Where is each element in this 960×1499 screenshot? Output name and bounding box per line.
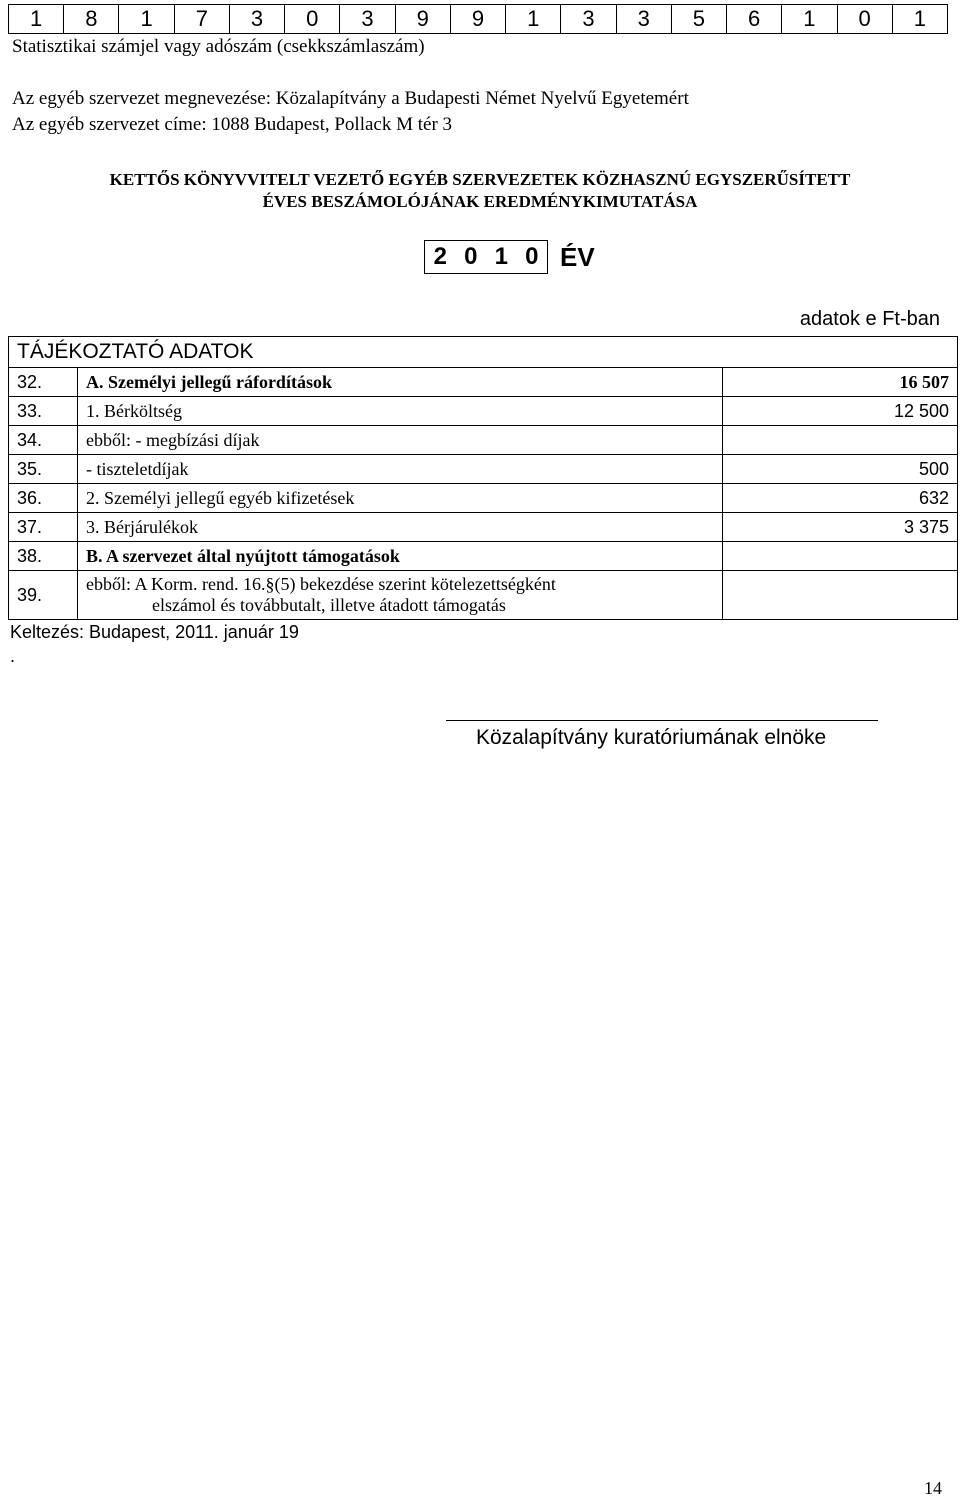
row-label: 1. Bérköltség (78, 397, 723, 426)
tax-digit: 3 (561, 5, 616, 33)
tax-digit: 8 (64, 5, 119, 33)
tax-digit: 3 (340, 5, 395, 33)
row-label-line2: elszámol és továbbutalt, illetve átadott támogatás (152, 595, 506, 615)
tax-digit: 5 (672, 5, 727, 33)
org-address: Az egyéb szervezet címe: 1088 Budapest, Pollack M tér 3 (12, 114, 453, 135)
table-header-row (9, 337, 958, 368)
tax-digit: 7 (175, 5, 230, 33)
row-number: 32. (9, 368, 78, 397)
tax-number-label: Statisztikai számjel vagy adószám (csekkszámlaszám) (12, 36, 425, 57)
tax-digit: 1 (119, 5, 174, 33)
row-value: 12 500 (723, 397, 958, 426)
row-value: 16 507 (723, 368, 958, 397)
year-suffix: ÉV (560, 242, 595, 272)
table-row (9, 513, 958, 542)
page-number: 14 (924, 1478, 942, 1498)
info-table (8, 336, 958, 620)
row-number: 38. (9, 542, 78, 571)
year-digit: 1 (494, 243, 508, 270)
year-boxes (424, 240, 548, 274)
year-digit: 2 (433, 243, 447, 270)
section-title: TÁJÉKOZTATÓ ADATOK (9, 337, 958, 368)
year-digit: 0 (464, 243, 478, 270)
signature-caption: Közalapítvány kuratóriumának elnöke (476, 726, 827, 749)
table-row (9, 484, 958, 513)
tax-digit: 1 (506, 5, 561, 33)
row-value (723, 426, 958, 455)
table-row (9, 397, 958, 426)
row-value (723, 542, 958, 571)
row-number: 33. (9, 397, 78, 426)
report-title-line2: ÉVES BESZÁMOLÓJÁNAK EREDMÉNYKIMUTATÁSA (262, 192, 698, 211)
row-label: 3. Bérjárulékok (78, 513, 723, 542)
row-value: 500 (723, 455, 958, 484)
row-number: 39. (9, 571, 78, 620)
tax-digit: 0 (838, 5, 893, 33)
date-line: Keltezés: Budapest, 2011. január 19 (10, 622, 299, 642)
tax-digit: 0 (285, 5, 340, 33)
row-label: ebből: - megbízási díjak (78, 426, 723, 455)
row-value (723, 571, 958, 620)
tax-digit: 6 (727, 5, 782, 33)
table-row (9, 426, 958, 455)
stray-dot: . (10, 646, 16, 666)
unit-note: adatok e Ft-ban (799, 308, 940, 330)
signature-line (446, 720, 878, 721)
table-row (9, 542, 958, 571)
row-label: 2. Személyi jellegű egyéb kifizetések (78, 484, 723, 513)
year-digit: 0 (525, 243, 539, 270)
row-number: 36. (9, 484, 78, 513)
row-label: B. A szervezet által nyújtott támogatások (78, 542, 723, 571)
row-number: 37. (9, 513, 78, 542)
row-label-line1: ebből: A Korm. rend. 16.§(5) bekezdése szerint kötelezettségként (86, 574, 556, 594)
tax-digit: 1 (913, 6, 926, 31)
table-row (9, 571, 958, 620)
tax-digit: 1 (9, 5, 64, 33)
org-name: Az egyéb szervezet megnevezése: Közalapítvány a Budapesti Német Nyelvű Egyetemért (12, 88, 689, 109)
row-number: 34. (9, 426, 78, 455)
tax-digit: 9 (451, 5, 506, 33)
tax-digit: 1 (782, 5, 837, 33)
report-title-line1: KETTŐS KÖNYVVITELT VEZETŐ EGYÉB SZERVEZETEK KÖZHASZNÚ EGYSZERŰSÍTETT (109, 170, 851, 189)
tax-digit: 3 (230, 5, 285, 33)
tax-digit: 3 (617, 5, 672, 33)
row-label (78, 571, 723, 620)
row-value: 632 (723, 484, 958, 513)
tax-digit: 9 (396, 5, 451, 33)
row-number: 35. (9, 455, 78, 484)
tax-number-boxes (8, 4, 948, 34)
row-value: 3 375 (723, 513, 958, 542)
table-row (9, 455, 958, 484)
row-label: A. Személyi jellegű ráfordítások (78, 368, 723, 397)
row-label: - tiszteletdíjak (78, 455, 723, 484)
table-row (9, 368, 958, 397)
